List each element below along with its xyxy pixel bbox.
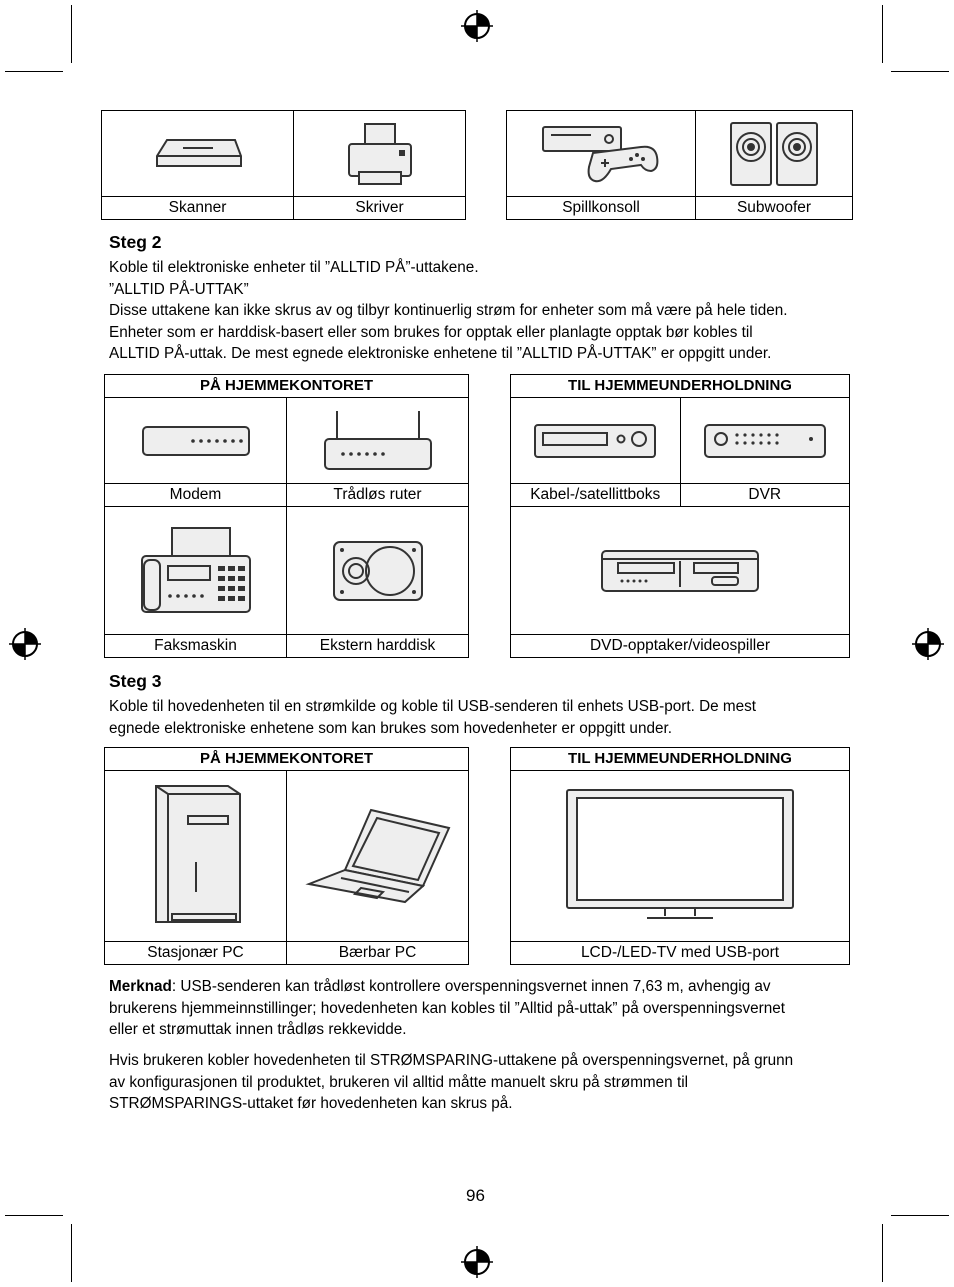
- cable-satellite-box-icon: [533, 423, 657, 459]
- device-table-row1-right: [506, 110, 853, 220]
- modem-icon: [141, 423, 251, 459]
- device-label: Spillkonsoll: [507, 197, 696, 220]
- device-label: Modem: [105, 484, 287, 507]
- page-number: 96: [466, 1186, 485, 1205]
- printer-icon: [345, 122, 415, 186]
- text-line: Disse uttakene kan ikke skrus av og tilbyr kontinuerlig strøm for enheter som må være på hele tiden.: [109, 302, 788, 320]
- wireless-router-icon: [323, 409, 433, 473]
- note-paragraph: [109, 976, 854, 1041]
- crop-mark: [882, 5, 883, 63]
- device-label: Bærbar PC: [287, 942, 469, 965]
- laptop-icon: [305, 806, 451, 906]
- cable-box-cell: [511, 398, 681, 484]
- section-heading-steg2: Steg 2: [109, 232, 162, 252]
- fax-machine-icon: [140, 526, 252, 616]
- printer-cell: [294, 111, 466, 197]
- section-heading-steg3: Steg 3: [109, 671, 162, 691]
- text-line: Koble til elektroniske enheter til ”ALLTID PÅ”-uttakene.: [109, 259, 479, 276]
- subwoofer-icon: [729, 121, 819, 187]
- table-header: PÅ HJEMMEKONTORET: [105, 375, 469, 398]
- text-line: Koble til hovedenheten til en strømkilde og koble til USB-senderen til enhets USB-port. De mest: [109, 698, 757, 715]
- device-label: Subwoofer: [696, 197, 853, 220]
- crop-mark: [71, 5, 72, 63]
- text-line: Enheter som er harddisk-basert eller som brukes for opptak eller planlagte opptak bør kobles til: [109, 323, 753, 341]
- crop-mark: [5, 1215, 63, 1216]
- desktop-pc-cell: [105, 771, 287, 942]
- text-line: brukerens hjemmeinnstillinger; hovedenheten kan kobles til ”Alltid på-uttak” på overspenningsvernet: [109, 999, 785, 1017]
- lcd-tv-icon: [565, 786, 795, 926]
- text-run: : USB-senderen kan trådløst kontrollere overspenningsvernet innen 7,63 m, avhengig av: [171, 978, 771, 995]
- dvr-cell: [680, 398, 850, 484]
- device-label: LCD-/LED-TV med USB-port: [511, 942, 850, 965]
- device-table-steg3-left: [104, 747, 469, 965]
- registration-mark-icon: [912, 628, 944, 660]
- device-table-row1-left: [101, 110, 466, 220]
- text-line: [109, 976, 854, 998]
- text-line: egnede elektroniske enhetene som kan brukes som hovedenheter er oppgitt under.: [109, 719, 672, 737]
- device-label: Skriver: [294, 197, 466, 220]
- device-label: Ekstern harddisk: [287, 635, 469, 658]
- table-header: PÅ HJEMMEKONTORET: [105, 748, 469, 771]
- registration-mark-icon: [9, 628, 41, 660]
- dvr-icon: [703, 423, 827, 459]
- game-console-cell: [507, 111, 696, 197]
- power-saving-paragraph: [109, 1050, 854, 1115]
- crop-mark: [882, 1224, 883, 1282]
- note-label: Merknad: [109, 978, 172, 995]
- table-header: TIL HJEMMEUNDERHOLDNING: [511, 748, 850, 771]
- device-table-steg2-left: [104, 374, 469, 658]
- device-table-steg2-right: [510, 374, 850, 658]
- device-table-steg3-right: [510, 747, 850, 965]
- crop-mark: [891, 1215, 949, 1216]
- hdd-cell: [287, 507, 469, 635]
- device-label: DVR: [680, 484, 850, 507]
- subwoofer-cell: [696, 111, 853, 197]
- fax-cell: [105, 507, 287, 635]
- dvd-recorder-cell: [511, 507, 850, 635]
- game-console-icon: [541, 121, 661, 187]
- text-line: ”ALLTID PÅ-UTTAK”: [109, 280, 249, 298]
- text-line: av konfigurasjonen til produktet, brukeren vil alltid måtte manuelt skru på strømmen til: [109, 1073, 688, 1091]
- crop-mark: [5, 71, 63, 72]
- external-hard-disk-icon: [332, 540, 424, 602]
- scanner-icon: [153, 134, 243, 174]
- device-label: Trådløs ruter: [287, 484, 469, 507]
- text-line: Hvis brukeren kobler hovedenheten til STRØMSPARING-uttakene på overspenningsvernet, på grunn: [109, 1052, 794, 1069]
- device-label: Faksmaskin: [105, 635, 287, 658]
- router-cell: [287, 398, 469, 484]
- dvd-vcr-combo-icon: [600, 549, 760, 593]
- registration-mark-icon: [461, 10, 493, 42]
- scanner-cell: [102, 111, 294, 197]
- text-line: ALLTID PÅ-uttak. De mest egnede elektroniske enhetene til ”ALLTID PÅ-UTTAK” er oppgitt under.: [109, 345, 772, 363]
- laptop-cell: [287, 771, 469, 942]
- modem-cell: [105, 398, 287, 484]
- table-header: TIL HJEMMEUNDERHOLDNING: [511, 375, 850, 398]
- registration-mark-icon: [461, 1246, 493, 1278]
- device-label: DVD-opptaker/videospiller: [511, 635, 850, 658]
- steg3-paragraph: [109, 696, 849, 739]
- crop-mark: [71, 1224, 72, 1282]
- steg2-paragraph: [109, 257, 849, 365]
- text-line: STRØMSPARINGS-uttaket før hovedenheten kan skrus på.: [109, 1095, 513, 1113]
- device-label: Kabel-/satellittboks: [511, 484, 681, 507]
- crop-mark: [891, 71, 949, 72]
- tv-cell: [511, 771, 850, 942]
- text-line: eller et strømuttak innen trådløs rekkevidde.: [109, 1021, 407, 1039]
- desktop-pc-tower-icon: [148, 782, 244, 930]
- device-label: Skanner: [102, 197, 294, 220]
- device-label: Stasjonær PC: [105, 942, 287, 965]
